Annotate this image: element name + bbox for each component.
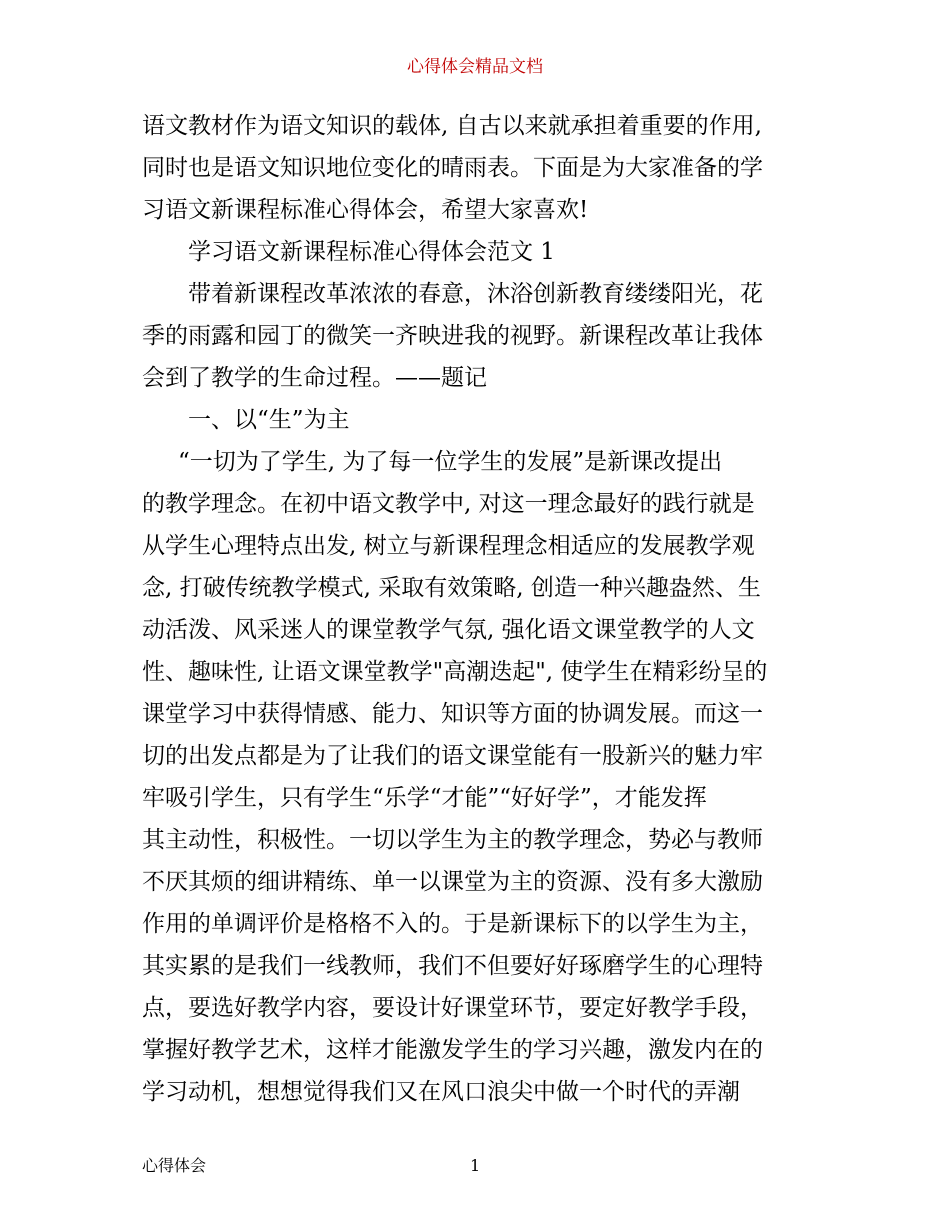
body-line: “一切为了学生, 为了每一位学生的发展”是新课改提出	[178, 449, 723, 475]
body-line: 学习动机，想想觉得我们又在风口浪尖中做一个时代的弄潮	[142, 1079, 740, 1105]
body-line: 带着新课程改革浓浓的春意，沐浴创新教育缕缕阳光，花	[188, 281, 763, 307]
body-line: 课堂学习中获得情感、能力、知识等方面的协调发展。而这一	[142, 701, 763, 727]
body-line: 牢吸引学生，只有学生“乐学“才能”“好好学”，才能发挥	[142, 785, 707, 811]
body-line: 季的雨露和园丁的微笑一齐映进我的视野。新课程改革让我体	[142, 323, 763, 349]
body-line: 从学生心理特点出发, 树立与新课程理念相适应的发展教学观	[142, 533, 755, 559]
page-number: 1	[470, 1156, 481, 1175]
body-line: 掌握好教学艺术，这样才能激发学生的学习兴趣，激发内在的	[142, 1037, 763, 1063]
body-line: 切的出发点都是为了让我们的语文课堂能有一股新兴的魅力牢	[142, 743, 763, 769]
footer-label: 心得体会	[142, 1156, 207, 1175]
body-line: 其主动性，积极性。一切以学生为主的教学理念，势必与教师	[142, 827, 763, 853]
section-heading: 一、以“生”为主	[188, 407, 350, 433]
body-line: 点，要选好教学内容，要设计好课堂环节，要定好教学手段，	[142, 995, 763, 1021]
body-line: 作用的单调评价是格格不入的。于是新课标下的以学生为主，	[142, 911, 763, 937]
body-line: 习语文新课程标准心得体会，希望大家喜欢!	[142, 197, 589, 223]
body-line: 念, 打破传统教学模式, 采取有效策略, 创造一种兴趣盎然、生	[142, 575, 761, 601]
document-body	[142, 105, 812, 1113]
section-title: 学习语文新课程标准心得体会范文 1	[188, 239, 555, 265]
body-line: 语文教材作为语文知识的载体, 自古以来就承担着重要的作用,	[142, 113, 762, 139]
body-line: 不厌其烦的细讲精练、单一以课堂为主的资源、没有多大激励	[142, 869, 763, 895]
body-line: 的教学理念。在初中语文教学中, 对这一理念最好的践行就是	[142, 491, 755, 517]
body-line: 其实累的是我们一线教师，我们不但要好好琢磨学生的心理特	[142, 953, 763, 979]
body-line: 性、趣味性, 让语文课堂教学"高潮迭起", 使学生在精彩纷呈的	[142, 659, 768, 685]
body-line: 会到了教学的生命过程。——题记	[142, 365, 487, 391]
page-header-title: 心得体会精品文档	[407, 57, 543, 77]
body-line: 同时也是语文知识地位变化的晴雨表。下面是为大家准备的学	[142, 155, 763, 181]
body-line: 动活泼、风采迷人的课堂教学气氛, 强化语文课堂教学的人文	[142, 617, 755, 643]
